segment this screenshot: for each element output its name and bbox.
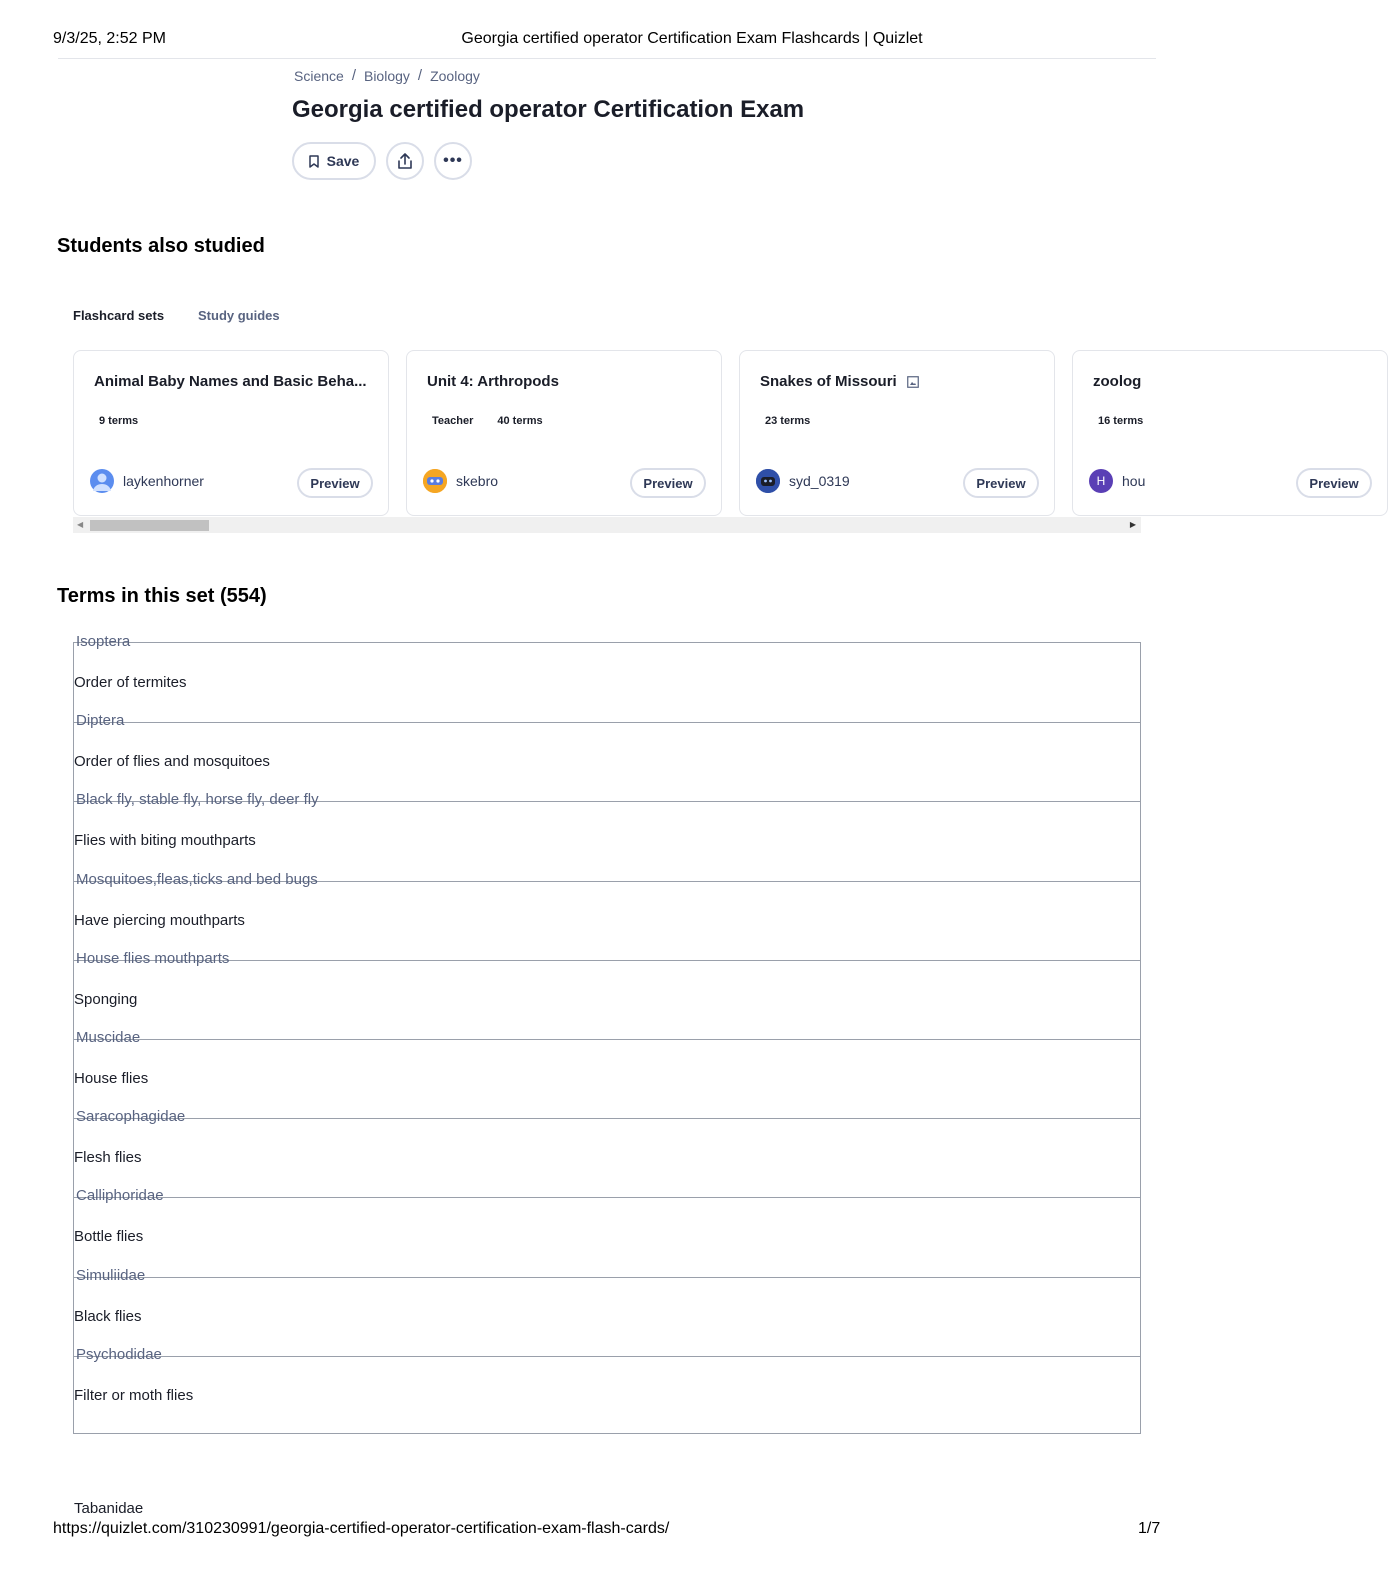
print-url: https://quizlet.com/310230991/georgia-certified-operator-certification-exam-flash-cards/ — [53, 1520, 670, 1537]
avatar — [423, 469, 447, 493]
row-divider — [74, 960, 1141, 961]
row-divider — [74, 1039, 1141, 1040]
image-icon — [907, 376, 919, 388]
study-set-card[interactable] — [1072, 350, 1388, 516]
page-title: Georgia certified operator Certification Exam — [292, 96, 805, 123]
row-divider — [74, 1118, 1141, 1119]
term-definition: Black flies — [74, 1307, 142, 1325]
share-button[interactable] — [386, 142, 424, 180]
term-word: Simuliidae — [76, 1266, 146, 1284]
avatar — [756, 469, 780, 493]
card-meta — [1098, 415, 1143, 427]
user-avatar-icon — [756, 469, 780, 493]
scroll-left-arrow-icon[interactable]: ◀ — [77, 520, 84, 529]
term-definition: Order of termites — [74, 674, 187, 691]
term-row — [74, 1345, 1142, 1435]
breadcrumb — [294, 67, 480, 84]
study-sets-carousel — [73, 350, 1359, 518]
card-author[interactable] — [1089, 469, 1145, 493]
row-divider — [74, 1356, 1141, 1357]
print-datetime: 9/3/25, 2:52 PM — [53, 30, 166, 47]
card-meta — [99, 415, 138, 427]
card-title: Snakes of Missouri — [760, 373, 919, 390]
card-title: zoolog — [1093, 373, 1142, 390]
term-word: Black fly, stable fly, horse fly, deer fly — [76, 791, 319, 809]
author-name: skebro — [456, 473, 499, 489]
card-title: Unit 4: Arthropods — [427, 373, 559, 390]
term-word: Diptera — [76, 712, 125, 730]
avatar: H — [1089, 469, 1113, 493]
print-document-title: Georgia certified operator Certification Exam Flashcards | Quizlet — [461, 30, 923, 47]
term-row — [74, 712, 1142, 801]
card-meta — [765, 415, 810, 427]
term-word: Saracophagidae — [76, 1108, 186, 1126]
term-definition: Order of flies and mosquitoes — [74, 753, 270, 771]
card-author[interactable] — [756, 469, 850, 493]
breadcrumb-separator: / — [351, 67, 356, 84]
scroll-right-arrow-icon[interactable]: ▶ — [1129, 520, 1136, 529]
study-set-card[interactable] — [73, 350, 389, 516]
card-author[interactable] — [90, 469, 204, 493]
term-definition: Sponging — [74, 990, 138, 1008]
terms-list — [73, 633, 1141, 1434]
term-count: 9 terms — [99, 415, 139, 427]
preview-button[interactable]: Preview — [963, 468, 1039, 498]
breadcrumb-separator: / — [417, 67, 423, 84]
term-definition: Have piercing mouthparts — [74, 911, 245, 929]
term-row — [74, 1187, 1142, 1276]
author-name: syd_0319 — [789, 473, 850, 489]
header-divider — [58, 58, 1156, 59]
user-icon — [90, 469, 114, 493]
bookmark-icon — [309, 155, 319, 168]
breadcrumb-science[interactable]: Science — [294, 67, 344, 84]
row-divider — [74, 722, 1141, 723]
preview-button[interactable]: Preview — [297, 468, 373, 498]
user-avatar-icon — [423, 469, 447, 493]
card-meta — [432, 415, 543, 427]
author-name: laykenhorner — [123, 473, 204, 489]
term-word: Mosquitoes,fleas,ticks and bed bugs — [76, 870, 318, 888]
teacher-badge: Teacher — [432, 415, 474, 427]
author-name: hou — [1122, 473, 1146, 489]
term-count: 40 terms — [497, 415, 543, 427]
more-icon: ••• — [443, 152, 463, 169]
card-title: Animal Baby Names and Basic Beha... — [94, 373, 367, 390]
save-button[interactable] — [292, 142, 376, 180]
preview-button[interactable]: Preview — [630, 468, 706, 498]
term-count: 16 terms — [1098, 415, 1144, 427]
term-word: Muscidae — [76, 1029, 141, 1046]
term-row — [74, 1266, 1142, 1356]
term-word: House flies mouthparts — [76, 949, 230, 967]
study-set-card[interactable] — [739, 350, 1055, 516]
term-definition: Bottle flies — [74, 1228, 144, 1246]
scrollbar-thumb[interactable] — [90, 520, 209, 531]
preview-button[interactable]: Preview — [1296, 468, 1372, 498]
term-word: Isoptera — [76, 633, 131, 650]
term-row — [74, 870, 1142, 960]
breadcrumb-biology[interactable]: Biology — [363, 67, 410, 84]
print-page-number: 1/7 — [1138, 1520, 1161, 1537]
terms-heading: Terms in this set (554) — [57, 585, 267, 607]
term-definition: Filter or moth flies — [74, 1386, 194, 1404]
students-also-studied-heading: Students also studied — [57, 235, 265, 257]
term-word: Psychodidae — [76, 1345, 162, 1363]
term-definition: Flesh flies — [74, 1149, 142, 1167]
term-definition: Flies with biting mouthparts — [74, 832, 256, 850]
tab-study-guides[interactable]: Study guides — [198, 308, 280, 323]
study-set-card[interactable] — [406, 350, 722, 516]
term-count: 23 terms — [765, 415, 811, 427]
breadcrumb-zoology[interactable]: Zoology — [430, 67, 480, 84]
more-options-button[interactable] — [434, 142, 472, 180]
term-definition: House flies — [74, 1070, 149, 1087]
term-row — [74, 633, 1142, 722]
save-label: Save — [326, 153, 360, 169]
share-icon — [397, 152, 413, 170]
term-row — [74, 791, 1142, 880]
horizontal-scrollbar[interactable] — [73, 517, 1141, 533]
term-word: Tabanidae — [74, 1500, 144, 1517]
row-divider — [74, 1277, 1141, 1278]
term-row — [74, 1108, 1142, 1197]
row-divider — [74, 1197, 1141, 1198]
term-row — [74, 1029, 1142, 1118]
card-author[interactable] — [423, 469, 498, 493]
term-row — [74, 949, 1142, 1039]
tab-flashcard-sets[interactable]: Flashcard sets — [73, 308, 165, 323]
term-word: Calliphoridae — [76, 1187, 164, 1205]
avatar — [90, 469, 114, 493]
